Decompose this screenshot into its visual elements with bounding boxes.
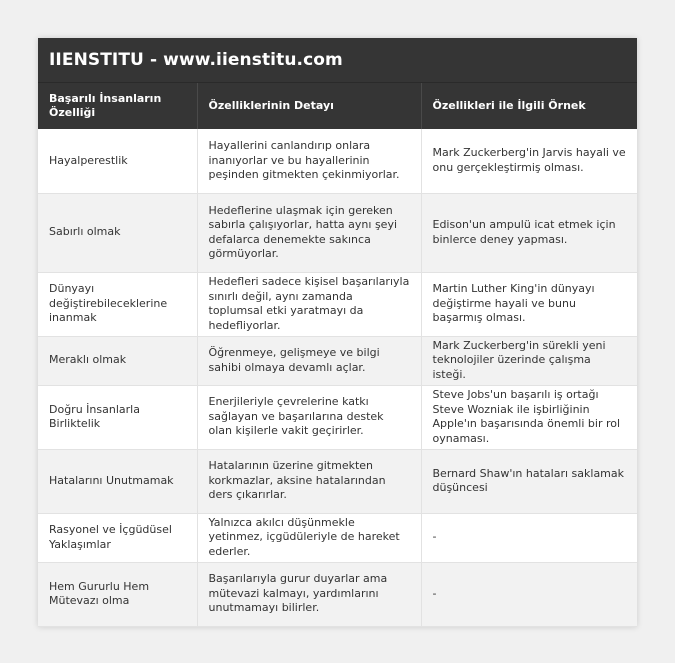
column-header-detail: Özelliklerinin Detayı bbox=[197, 83, 421, 129]
cell-trait: Sabırlı olmak bbox=[38, 193, 197, 272]
table-card bbox=[38, 38, 637, 627]
column-header-example: Özellikleri ile İlgili Örnek bbox=[421, 83, 637, 129]
cell-example: Martin Luther King'in dünyayı değiştirme hayali ve bunu başarmış olması. bbox=[421, 272, 637, 336]
table-row bbox=[38, 272, 637, 336]
cell-detail: Enerjileriyle çevrelerine katkı sağlayan ve başarılarına destek olan kişilerle vakit geçirirler. bbox=[197, 385, 421, 449]
table-row bbox=[38, 336, 637, 385]
cell-detail: Hedefleri sadece kişisel başarılarıyla sınırlı değil, aynı zamanda toplumsal etki yaratmayı da hedefliyorlar. bbox=[197, 272, 421, 336]
cell-trait: Hem Gururlu Hem Mütevazı olma bbox=[38, 562, 197, 626]
column-header-trait: Başarılı İnsanların Özelliği bbox=[38, 83, 197, 129]
cell-detail: Hatalarının üzerine gitmekten korkmazlar, aksine hatalarından ders çıkarırlar. bbox=[197, 449, 421, 513]
cell-detail: Hedeflerine ulaşmak için gereken sabırla çalışıyorlar, hatta aynı şeyi defalarca denemekte sakınca görmüyorlar. bbox=[197, 193, 421, 272]
cell-example: Mark Zuckerberg'in sürekli yeni teknolojiler üzerinde çalışma isteği. bbox=[421, 336, 637, 385]
cell-trait: Hayalperestlik bbox=[38, 129, 197, 193]
table-row bbox=[38, 385, 637, 449]
cell-detail: Öğrenmeye, gelişmeye ve bilgi sahibi olmaya devamlı açlar. bbox=[197, 336, 421, 385]
table-row bbox=[38, 513, 637, 562]
cell-trait: Meraklı olmak bbox=[38, 336, 197, 385]
cell-example: - bbox=[421, 562, 637, 626]
cell-trait: Doğru İnsanlarla Birliktelik bbox=[38, 385, 197, 449]
cell-trait: Rasyonel ve İçgüdüsel Yaklaşımlar bbox=[38, 513, 197, 562]
cell-example: Steve Jobs'un başarılı iş ortağı Steve Wozniak ile işbirliğinin Apple'ın başarısında önemli bir rol oynaması. bbox=[421, 385, 637, 449]
table-row bbox=[38, 449, 637, 513]
page-title: IIENSTITU - www.iienstitu.com bbox=[49, 50, 343, 70]
table-header-row bbox=[38, 83, 637, 129]
cell-detail: Başarılarıyla gurur duyarlar ama mütevazi kalmayı, yardımlarını unutmamayı bilirler. bbox=[197, 562, 421, 626]
cell-detail: Yalnızca akılcı düşünmekle yetinmez, içgüdüleriyle de hareket ederler. bbox=[197, 513, 421, 562]
table-row bbox=[38, 562, 637, 626]
cell-example: Mark Zuckerberg'in Jarvis hayali ve onu gerçekleştirmiş olması. bbox=[421, 129, 637, 193]
cell-detail: Hayallerini canlandırıp onlara inanıyorlar ve bu hayallerinin peşinden gitmekten çekinmiyorlar. bbox=[197, 129, 421, 193]
cell-example: Bernard Shaw'ın hataları saklamak düşüncesi bbox=[421, 449, 637, 513]
cell-trait: Hatalarını Unutmamak bbox=[38, 449, 197, 513]
cell-example: - bbox=[421, 513, 637, 562]
title-bar bbox=[38, 38, 637, 83]
cell-example: Edison'un ampulü icat etmek için binlerce deney yapması. bbox=[421, 193, 637, 272]
table-row bbox=[38, 129, 637, 193]
data-table bbox=[38, 83, 637, 627]
cell-trait: Dünyayı değiştirebileceklerine inanmak bbox=[38, 272, 197, 336]
table-row bbox=[38, 193, 637, 272]
